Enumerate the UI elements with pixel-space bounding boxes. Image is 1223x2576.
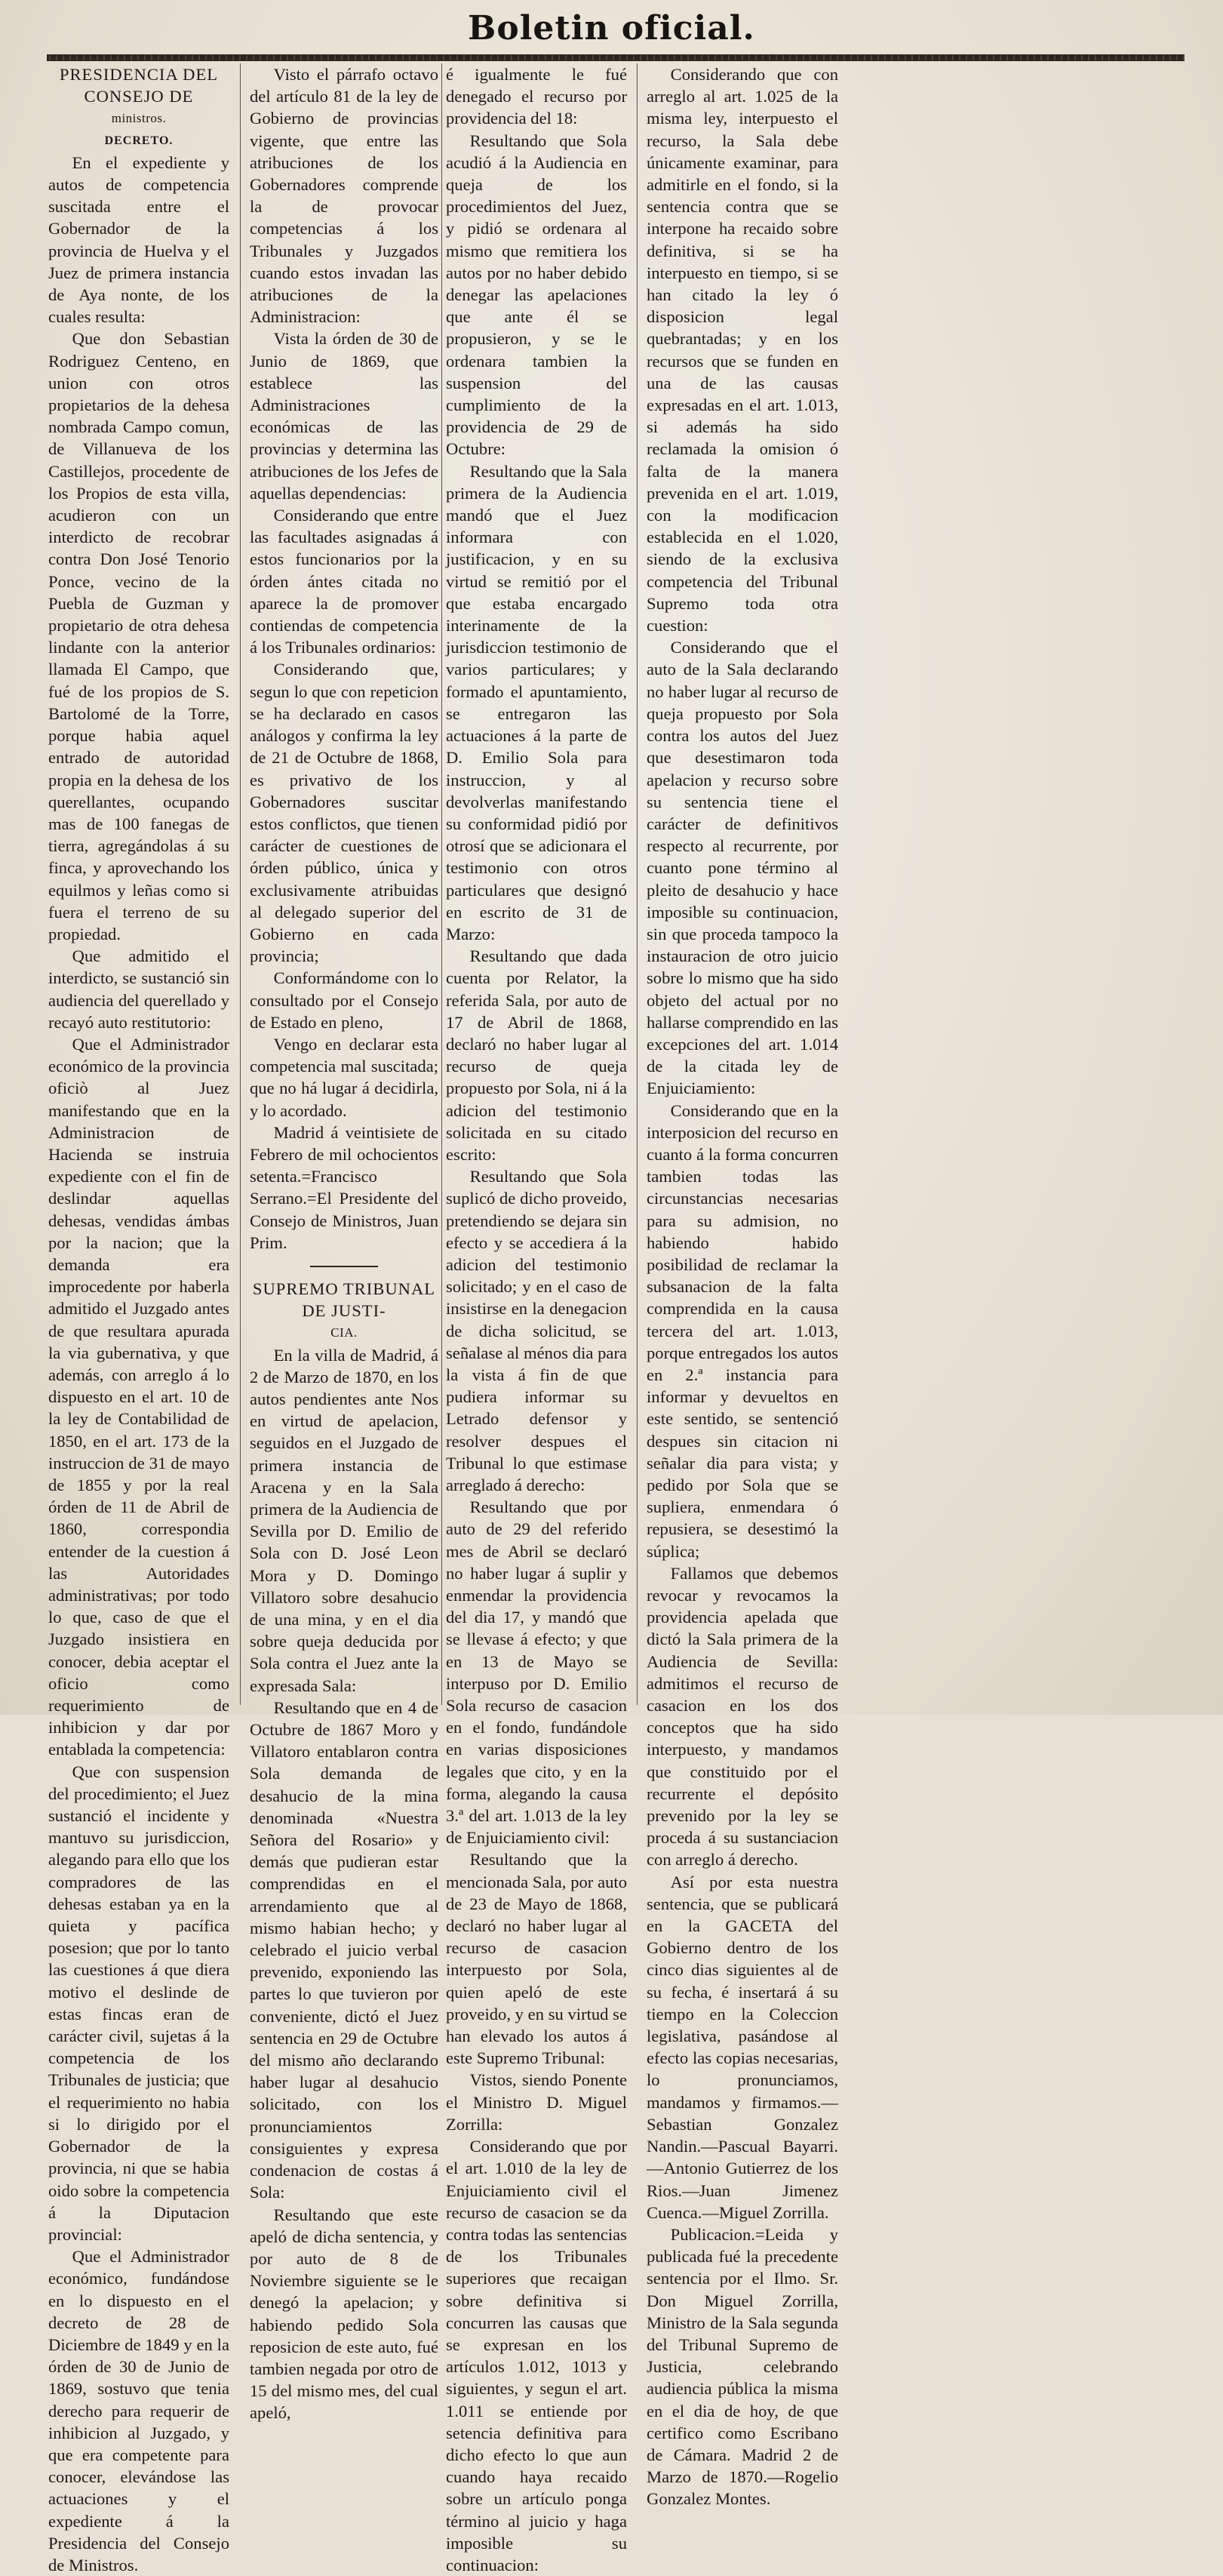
- masthead-title: Boletin oficial.: [468, 9, 755, 48]
- column-2: [250, 63, 438, 2423]
- paragraph: Fallamos que debemos revocar y revocamos la providencia apelada que dictó la Sala primera de la Audiencia de Sevilla: admitimos el recurso de casacion en los dos conceptos que ha sido interpuesto, y mandamos que constituido por el recurrente el depósito prevenido por la ley se proceda á su sustanciacion con arreglo á derecho.: [647, 1563, 838, 1870]
- section-subheading: ministros.: [111, 111, 167, 126]
- paragraph: Considerando que en la interposicion del recurso en cuanto á la forma concurren tambien todas las circunstancias necesarias para su admision, no habiendo habido posibilidad de reclamar la subsanacion de la falta comprendida en la causa tercera del art. 1.013, porque entregados los autos en 2.ª instancia para informar y devueltos en este sentido, se sentenció despues sin citacion ni señalar dia para vista; y pedido por Sola que se supliera, enmendara ó repusiera, se desestimó la súplica;: [647, 1100, 838, 1561]
- paragraph: Vengo en declarar esta competencia mal suscitada; que no há lugar á decidirla, y lo acordado.: [250, 1034, 438, 1120]
- paragraph: Resultando que la Sala primera de la Audiencia mandó que el Juez informara con justificacion, y en su virtud se remitió por el que estaba encargado interinamente de la jurisdiccion testimonio de varios particulares; y formado el apuntamiento, se entregaron las actuaciones á la parte de D. Emilio Sola para instruccion, y al devolverlas manifestando su conformidad pidió por otrosí que se adicionara el testimonio con otros particulares que designó en escrito de 31 de Marzo:: [446, 461, 627, 943]
- paragraph: Considerando que por el art. 1.010 de la ley de Enjuiciamiento civil el recurso de casacion se da contra todas las sentencias de los Tribunales superiores que recaigan sobre definitiva si concurren las causas que se expresan en los artículos 1.012, 1013 y siguientes, y segun el art. 1.011 se entiende por setencia definitiva para dicho efecto lo que aun cuando haya recaido sobre un artículo ponga término al juicio y haga imposible su continuacion:: [446, 2137, 627, 2574]
- paragraph: Que el Administrador económico, fundándose en lo dispuesto en el decreto de 28 de Diciembre de 1849 y en la órden de 30 de Junio de 1869, sostuvo que tenia derecho para requerir de inhibicion al Juzgado, y que era competente para conocer, elevándose las actuaciones y el expediente á la Presidencia del Consejo de Ministros.: [48, 2247, 229, 2574]
- column-4: [647, 63, 838, 2509]
- paragraph: Madrid á veintisiete de Febrero de mil ochocientos setenta.=Francisco Serrano.=El Presidente del Consejo de Ministros, Juan Prim.: [250, 1122, 438, 1252]
- paragraph: Así por esta nuestra sentencia, que se publicará en la GACETA del Gobierno dentro de los cinco dias siguientes al de su fecha, é insertará á su tiempo en la Coleccion legislativa, pasándose al efecto las copias necesarias, lo pronunciamos, mandamos y firmamos.—Sebastian Gonzalez Nandin.—Pascual Bayarri.—Antonio Gutierrez de los Rios.—Juan Jimenez Cuenca.—Miguel Zorrilla.: [647, 1872, 838, 2222]
- paragraph: Considerando que con arreglo al art. 1.025 de la misma ley, interpuesto el recurso, la Sala debe únicamente examinar, para admitirle en el fondo, si la sentencia contra que se interpone ha recaido sobre definitiva, si se ha interpuesto en tiempo, si se han citado la ley ó disposicion legal quebrantadas; y en los recursos que se funden en una de las causas expresadas en el art. 1.013, si además ha sido reclamada la omision ó falta de la manera prevenida en el art. 1.019, con la modificacion establecida en el 1.020, siendo de la exclusiva competencia del Tribunal Supremo toda otra cuestion:: [647, 65, 838, 636]
- paragraph: Resultando que dada cuenta por Relator, la referida Sala, por auto de 17 de Abril de 1868, declaró no haber lugar al recurso de queja propuesto por Sola, ni á la adicion del testimonio solicitada en su citado escrito:: [446, 946, 627, 1164]
- paragraph: En el expediente y autos de competencia suscitada entre el Gobernador de la provincia de Huelva y el Juez de primera instancia de Aya nonte, de los cuales resulta:: [48, 152, 229, 327]
- paragraph: Considerando que, segun lo que con repeticion se ha declarado en casos análogos y confirma la ley de 21 de Octubre de 1868, es privativo de los Gobernadores suscitar estos conflictos, que tienen carácter de cuestiones de órden público, única y exclusivamente atribuidas al delegado superior del Gobierno en cada provincia;: [250, 660, 438, 966]
- section-divider: [310, 1266, 378, 1267]
- masthead-rule: [47, 54, 1185, 61]
- paragraph: En la villa de Madrid, á 2 de Marzo de 1870, en los autos pendientes ante Nos en virtud de apelacion, seguidos en el Juzgado de primera instancia de Aracena y en la Sala primera de la Audiencia de Sevilla por D. Emilio de Sola con D. José Leon Mora y D. Domingo Villatoro sobre desahucio de una mina, y en el dia sobre queja deducida por Sola contra el Juez ante la expresada Sala:: [250, 1345, 438, 1695]
- paragraph: Que con suspension del procedimiento; el Juez sustanció el incidente y mantuvo su jurisdiccion, alegando para ello que los compradores de las dehesas estaban ya en la quieta y pacífica posesion; que por lo tanto las cuestiones á que diera motivo el deslinde de estas fincas eran de carácter civil, sujetas á la competencia de los Tribunales de justicia; que el requerimiento no habia si lo dirigido por el Gobernador de la provincia, ni que se habia oido sobre la competencia á la Diputacion provincial:: [48, 1762, 229, 2244]
- paragraph: Resultando que Sola suplicó de dicho proveido, pretendiendo se dejara sin efecto y se accediera á la adicion del testimonio solicitado; y en el caso de insistirse en la denegacion de dicha solicitud, se señalase al ménos dia para la vista á fin de que pudiera informar su Letrado defensor y resolver despues el Tribunal lo que estimase arreglado á derecho:: [446, 1167, 627, 1494]
- paragraph: Conformándome con lo consultado por el Consejo de Estado en pleno,: [250, 968, 438, 1032]
- paragraph: Considerando que el auto de la Sala declarando no haber lugar al recurso de queja propuesto por Sola contra los autos del Juez que desestimaron toda apelacion y recurso sobre su sentencia tiene el carácter de definitivos respecto al recurrente, por cuanto pone término al pleito de desahucio y hace imposible su continuacion, sin que proceda tampoco la instauracion de otro juicio sobre lo mismo que ha sido objeto del actual por no hallarse comprendido en las excepciones del art. 1.014 de la citada ley de Enjuiciamiento:: [647, 638, 838, 1098]
- column-divider: [637, 63, 638, 1705]
- paragraph: Que el Administrador económico de la provincia oficiò al Juez manifestando que en la Administracion de Hacienda se instruia expediente con el fin de deslindar aquellas dehesas, vendidas ámbas por la nacion; que la demanda era improcedente por haberla admitido el Juzgado antes de que resultara apurada la via gubernativa, y que además, con arreglo á lo dispuesto en el art. 10 de la ley de Contabilidad de 1850, en el art. 173 de la instruccion de 31 de mayo de 1855 y por la real órden de 11 de Abril de 1860, correspondia entender de la cuestion á las Autoridades administrativas; por todo lo que, caso de que el Juzgado insistiera en conocer, debia aceptar el oficio como requerimiento de inhibicion y dar por entablada la competencia:: [48, 1034, 229, 1759]
- paragraph: Resultando que por auto de 29 del referido mes de Abril se declaró no haber lugar á suplir y enmendar la providencia del dia 17, y mandó que se llevase á efecto; y que en 13 de Mayo se interpuso por D. Emilio Sola recurso de casacion en el fondo, fundándole en varias disposiciones legales que cito, y en la forma, alegando la causa 3.ª del art. 1.013 de la ley de Enjuiciamiento civil:: [446, 1497, 627, 1848]
- column-divider: [240, 63, 241, 1705]
- section-heading: PRESIDENCIA DEL CONSEJO DE: [59, 65, 219, 106]
- paragraph: Visto el párrafo octavo del artículo 81 de la ley de Gobierno de provincias vigente, que entre las atribuciones de los Gobernadores comprende la de provocar competencias á los Tribunales y Juzgados cuando estos invadan las atribuciones de la Administracion:: [250, 65, 438, 327]
- paragraph: Vistos, siendo Ponente el Ministro D. Miguel Zorrilla:: [446, 2070, 627, 2134]
- paragraph: é igualmente le fué denegado el recurso por providencia del 18:: [446, 65, 627, 128]
- column-3: [446, 63, 627, 2574]
- paragraph: Que admitido el interdicto, se sustanció sin audiencia del querellado y recayó auto restitutorio:: [48, 946, 229, 1032]
- section-subheading: CIA.: [330, 1325, 358, 1340]
- paragraph: Resultando que Sola acudió á la Audiencia en queja de los procedimientos del Juez, y pidió se ordenara al mismo que remitiera los autos por no haber debido denegar las apelaciones que ante él se propusieron, y se le ordenara tambien la suspension del cumplimiento de la providencia de 29 de Octubre:: [446, 131, 627, 459]
- paragraph: Publicacion.=Leida y publicada fué la precedente sentencia por el Ilmo. Sr. Don Miguel Zorrilla, Ministro de la Sala segunda del Tribunal Supremo de Justicia, celebrando audiencia pública la misma en el dia de hoy, de que certifico como Escribano de Cámara. Madrid 2 de Marzo de 1870.—Rogelio Gonzalez Montes.: [647, 2224, 838, 2509]
- paragraph: Resultando que la mencionada Sala, por auto de 23 de Mayo de 1868, declaró no haber lugar al recurso de casacion interpuesto por Sola, quien apeló de este proveido, y en su virtud se han elevado los autos á este Supremo Tribunal:: [446, 1850, 627, 2068]
- paragraph: Considerando que entre las facultades asignadas á estos funcionarios por la órden ántes citada no aparece la de promover contiendas de competencia á los Tribunales ordinarios:: [250, 506, 438, 657]
- column-divider: [441, 63, 442, 1705]
- paragraph: Resultando que en 4 de Octubre de 1867 Moro y Villatoro entablaron contra Sola demanda de desahucio de la mina denominada «Nuestra Señora del Rosario» y demás que pudieran estar comprendidas en el arrendamiento que al mismo habian hecho; y celebrado el juicio verbal prevenido, exponiendo las partes lo que tuvieron por conveniente, dictó el Juez sentencia en 29 de Octubre del mismo año declarando haber lugar al desahucio solicitado, con los pronunciamientos consiguientes y expresa condenacion de costas á Sola:: [250, 1697, 438, 2202]
- decree-label: DECRETO.: [104, 134, 174, 147]
- paragraph: Que don Sebastian Rodriguez Centeno, en union con otros propietarios de la dehesa nombrada Campo comun, de Villanueva de los Castillejos, procedente de los Propios de esta villa, acudieron con un interdicto de recobrar contra Don José Tenorio Ponce, vecino de la Puebla de Guzman y propietario de otra dehesa lindante con la anterior llamada El Campo, que fué de los propios de S. Bartolomé de la Torre, porque habia aquel entrado de autoridad propia en la dehesa de los querellantes, ocupando mas de 100 fanegas de tierra, agregándolas á su finca, y aprovechando los equilmos y leñas como si fuera el terreno de su propiedad.: [48, 329, 229, 943]
- column-1: [48, 63, 229, 2574]
- paragraph: Vista la órden de 30 de Junio de 1869, que establece las Administraciones económicas de las provincias y determina las atribuciones de los Jefes de aquellas dependencias:: [250, 329, 438, 503]
- section-heading: SUPREMO TRIBUNAL DE JUSTI-: [252, 1279, 436, 1321]
- paragraph: Resultando que este apeló de dicha sentencia, y por auto de 8 de Noviembre siguiente se le denegó la apelacion; y habiendo pedido Sola reposicion de este auto, fué tambien negada por otro de 15 del mismo mes, del cual apeló,: [250, 2205, 438, 2423]
